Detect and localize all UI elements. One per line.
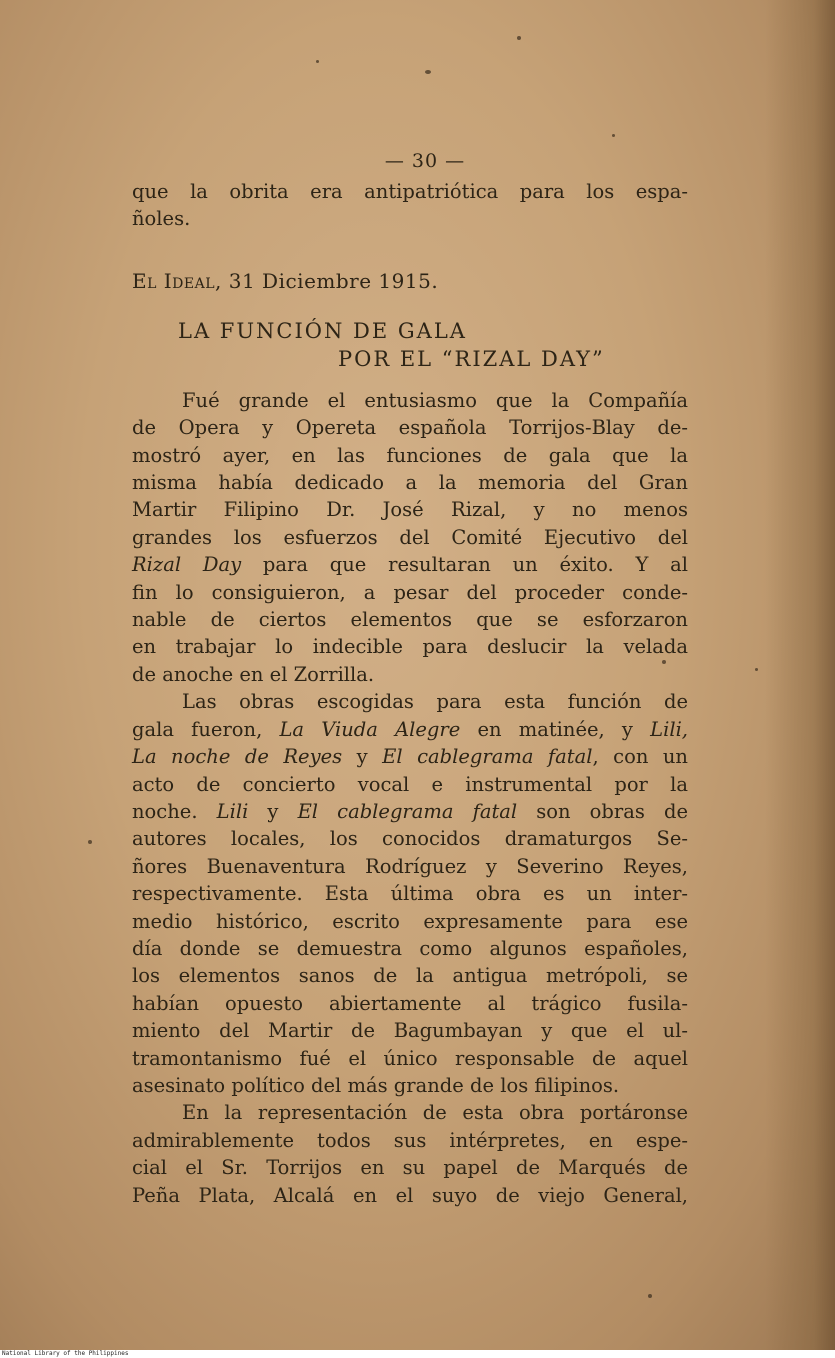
text-line: en trabajar lo indecible para deslucir la velada: [132, 635, 688, 659]
text-line: cial el Sr. Torrijos en su papel de Marqués de: [132, 1156, 688, 1180]
source-paper-name: l Ideal: [147, 268, 216, 293]
text-line: grandes los esfuerzos del Comité Ejecutivo del: [132, 525, 688, 549]
text-line: autores locales, los conocidos dramaturgos Se-: [132, 827, 688, 851]
speck: [316, 60, 319, 63]
italic-title: Lili,: [650, 717, 688, 741]
italic-title: Lili: [216, 799, 249, 823]
page-text: [132, 140, 688, 1209]
text-line: miento del Martir de Bagumbayan y que el ul-: [132, 1019, 688, 1043]
text-span: para que resultaran un éxito. Y al: [241, 553, 688, 577]
text-line: misma había dedicado a la memoria del Gran: [132, 471, 688, 495]
italic-title: La Viuda Alegre: [279, 717, 461, 741]
text-line: tramontanismo fué el único responsable de aquel: [132, 1046, 688, 1070]
text-line: Fué grande el entusiasmo que la Compañía: [182, 388, 688, 412]
text-line: [132, 798, 688, 825]
text-line: respectivamente. Esta última obra es un inter-: [132, 882, 688, 906]
text-line: habían opuesto abiertamente al trágico fusila-: [132, 991, 688, 1015]
text-line: nable de ciertos elementos que se esforzaron: [132, 608, 688, 632]
article-heading-line-2: POR EL “RIZAL DAY”: [338, 346, 605, 371]
speck: [88, 840, 92, 844]
text-line: Martir Filipino Dr. José Rizal, y no menos: [132, 498, 688, 522]
text-line: ñores Buenaventura Rodríguez y Severino Reyes,: [132, 854, 688, 878]
text-line: [132, 743, 688, 770]
italic-title: La noche de Reyes: [132, 745, 343, 769]
source-date: , 31 Diciembre 1915.: [215, 268, 439, 293]
text-line: admirablemente todos sus intérpretes, en espe-: [132, 1128, 688, 1152]
article-heading-line-1: LA FUNCIÓN DE GALA: [178, 318, 467, 343]
text-line: [132, 551, 688, 578]
text-line: Las obras escogidas para esta función de: [182, 690, 688, 714]
text-line: de Opera y Opereta española Torrijos-Blay de-: [132, 416, 688, 440]
italic-title: El cablegrama fatal: [297, 799, 518, 823]
text-line: los elementos sanos de la antigua metrópoli, se: [132, 964, 688, 988]
speck: [755, 668, 758, 671]
text-line: que la obrita era antipatriótica para los espa-: [132, 180, 688, 203]
text-line: día donde se demuestra como algunos españoles,: [132, 936, 688, 960]
text-line: Peña Plata, Alcalá en el suyo de viejo General,: [132, 1183, 688, 1207]
text-line: [132, 716, 688, 743]
text-line: mostró ayer, en las funciones de gala que la: [132, 443, 688, 467]
text-span: , con un: [592, 745, 688, 769]
text-line: acto de concierto vocal e instrumental por la: [132, 772, 688, 796]
text-line: ñoles.: [132, 207, 191, 231]
italic-title: El cablegrama fatal: [382, 745, 593, 769]
speck: [425, 70, 431, 74]
text-span: son obras de: [517, 799, 688, 823]
source-citation: [132, 267, 688, 295]
speck: [648, 1294, 652, 1298]
page-edge-shadow: [765, 0, 835, 1350]
text-line: asesinato político del más grande de los filipinos.: [132, 1073, 620, 1097]
text-line: En la representación de esta obra portáronse: [182, 1101, 688, 1125]
speck: [517, 36, 521, 40]
footer-credit: National Library of the Philippines: [0, 1350, 835, 1358]
italic-title: Rizal Day: [132, 553, 242, 577]
speck: [612, 134, 615, 137]
text-line: medio histórico, escrito expresamente para ese: [132, 909, 688, 933]
text-span: y: [342, 745, 383, 769]
text-span: gala fueron,: [132, 717, 280, 741]
text-span: y: [248, 799, 298, 823]
source-paper-initial: E: [132, 268, 148, 293]
page-number: — 30 —: [384, 150, 466, 172]
text-line: de anoche en el Zorrilla.: [132, 662, 375, 686]
text-span: en matinée, y: [460, 717, 651, 741]
text-line: fin lo consiguieron, a pesar del proceder conde-: [132, 580, 688, 604]
text-span: noche.: [132, 799, 217, 823]
